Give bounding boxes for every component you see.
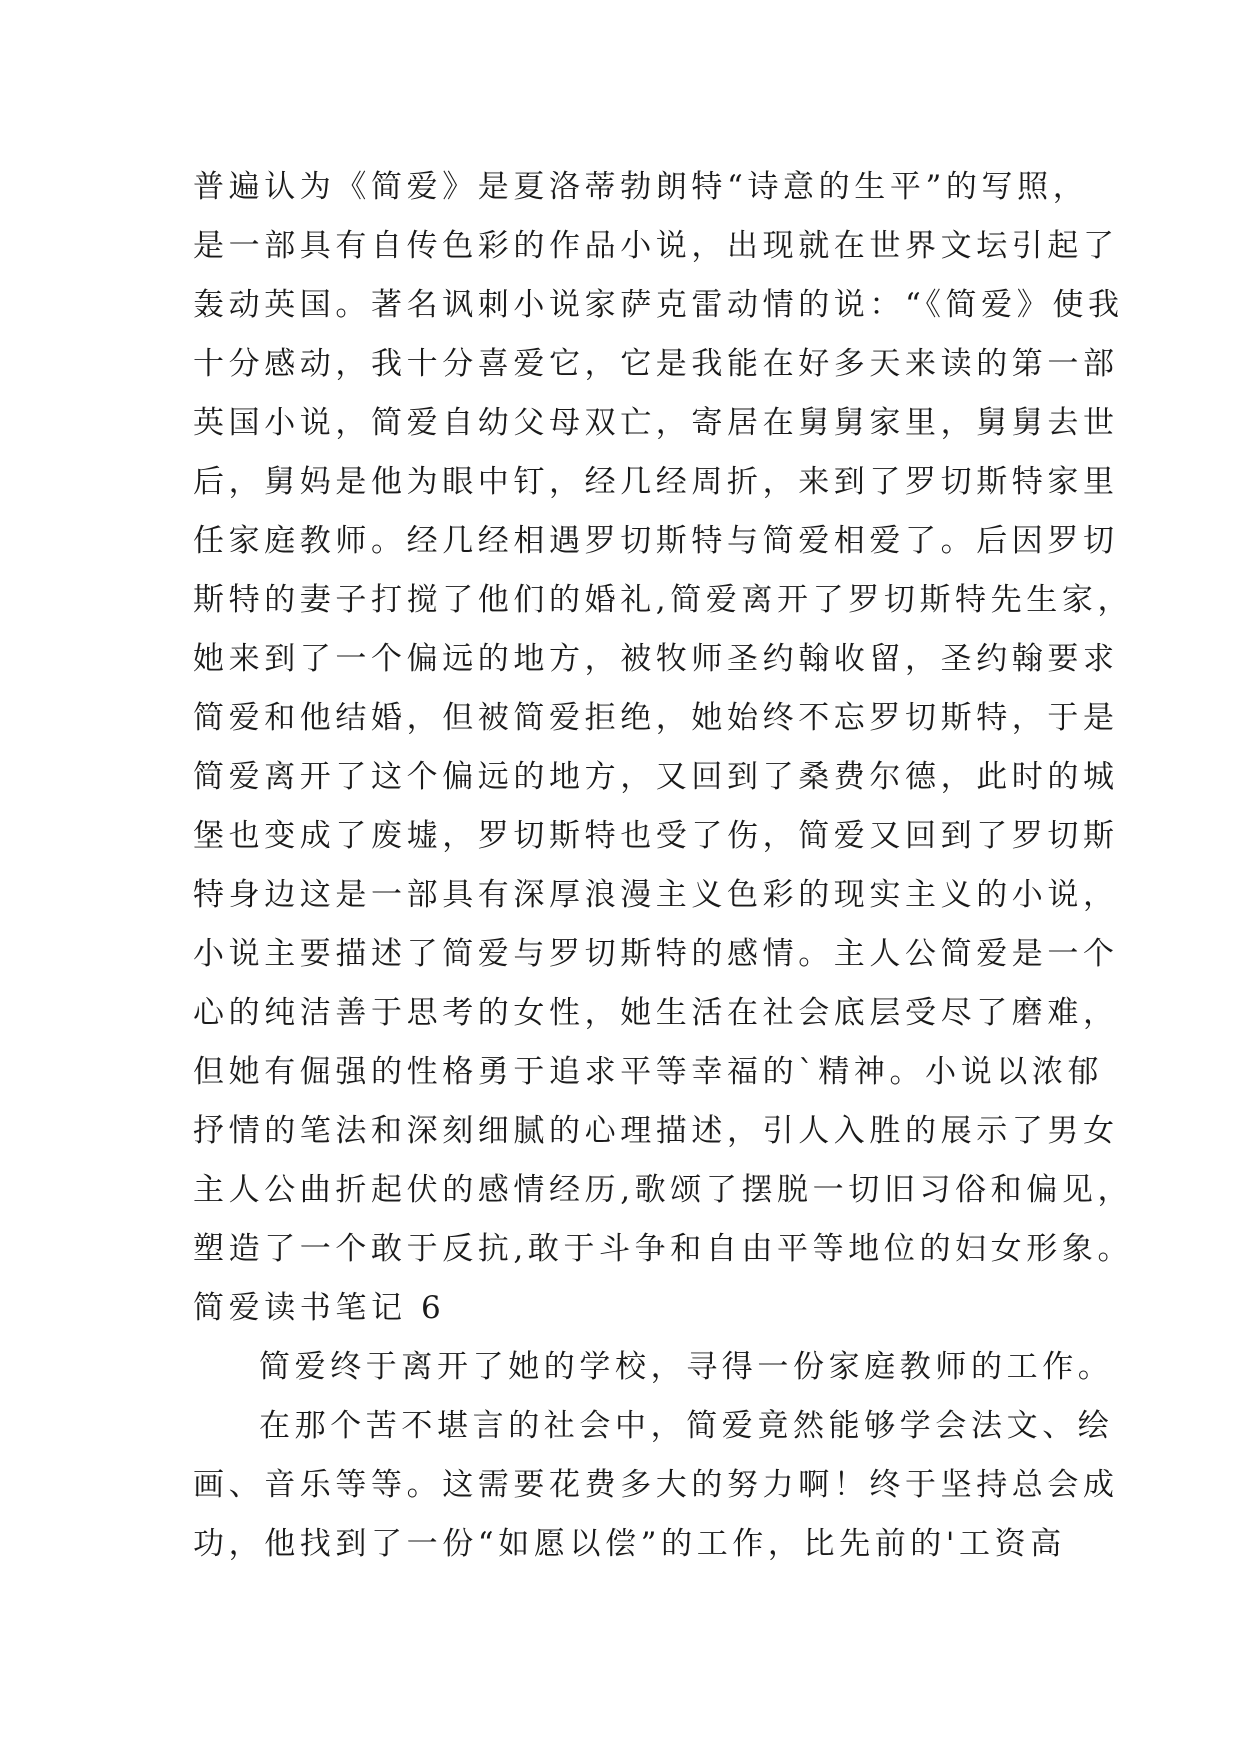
text-line: 后，舅妈是他为眼中钉，经几经周折，来到了罗切斯特家里 — [193, 464, 1119, 500]
text-line: 特身边这是一部具有深厚浪漫主义色彩的现实主义的小说， — [193, 877, 1119, 913]
text-line: 主人公曲折起伏的感情经历,歌颂了摆脱一切旧习俗和偏见， — [193, 1172, 1134, 1208]
text-line: 是一部具有自传色彩的作品小说，出现就在世界文坛引起了 — [193, 228, 1119, 264]
text-line: 轰动英国。著名讽刺小说家萨克雷动情的说：“《简爱》使我 — [193, 287, 1124, 323]
text-line: 塑造了一个敢于反抗,敢于斗争和自由平等地位的妇女形象。 — [193, 1231, 1134, 1267]
text-line: 斯特的妻子打搅了他们的婚礼,简爱离开了罗切斯特先生家， — [193, 582, 1134, 618]
text-line: 心的纯洁善于思考的女性，她生活在社会底层受尽了磨难， — [193, 995, 1119, 1031]
text-line: 简爱终于离开了她的学校，寻得一份家庭教师的工作。 — [259, 1349, 1114, 1385]
text-line: 堡也变成了废墟，罗切斯特也受了伤，简爱又回到了罗切斯 — [193, 818, 1119, 854]
text-line: 任家庭教师。经几经相遇罗切斯特与简爱相爱了。后因罗切 — [193, 523, 1119, 559]
text-line: 简爱离开了这个偏远的地方，又回到了桑费尔德，此时的城 — [193, 759, 1119, 795]
text-line: 但她有倔强的性格勇于追求平等幸福的`精神。小说以浓郁 — [193, 1054, 1104, 1090]
text-line: 英国小说，简爱自幼父母双亡，寄居在舅舅家里，舅舅去世 — [193, 405, 1119, 441]
text-line: 十分感动，我十分喜爱它，它是我能在好多天来读的第一部 — [193, 346, 1119, 382]
text-line: 普遍认为《简爱》是夏洛蒂勃朗特“诗意的生平”的写照， — [193, 169, 1089, 205]
text-line: 她来到了一个偏远的地方，被牧师圣约翰收留，圣约翰要求 — [193, 641, 1119, 677]
text-line: 画、音乐等等。这需要花费多大的努力啊！终于坚持总会成 — [193, 1467, 1119, 1503]
text-line: 小说主要描述了简爱与罗切斯特的感情。主人公简爱是一个 — [193, 936, 1119, 972]
section-heading: 简爱读书笔记 6 — [193, 1290, 446, 1326]
text-line: 在那个苦不堪言的社会中，简爱竟然能够学会法文、绘 — [259, 1408, 1114, 1444]
text-line: 抒情的笔法和深刻细腻的心理描述，引人入胜的展示了男女 — [193, 1113, 1119, 1149]
text-line: 简爱和他结婚，但被简爱拒绝，她始终不忘罗切斯特，于是 — [193, 700, 1119, 736]
text-line: 功，他找到了一份“如愿以偿”的工作，比先前的'工资高 — [193, 1526, 1066, 1562]
body-text — [193, 158, 1134, 1574]
